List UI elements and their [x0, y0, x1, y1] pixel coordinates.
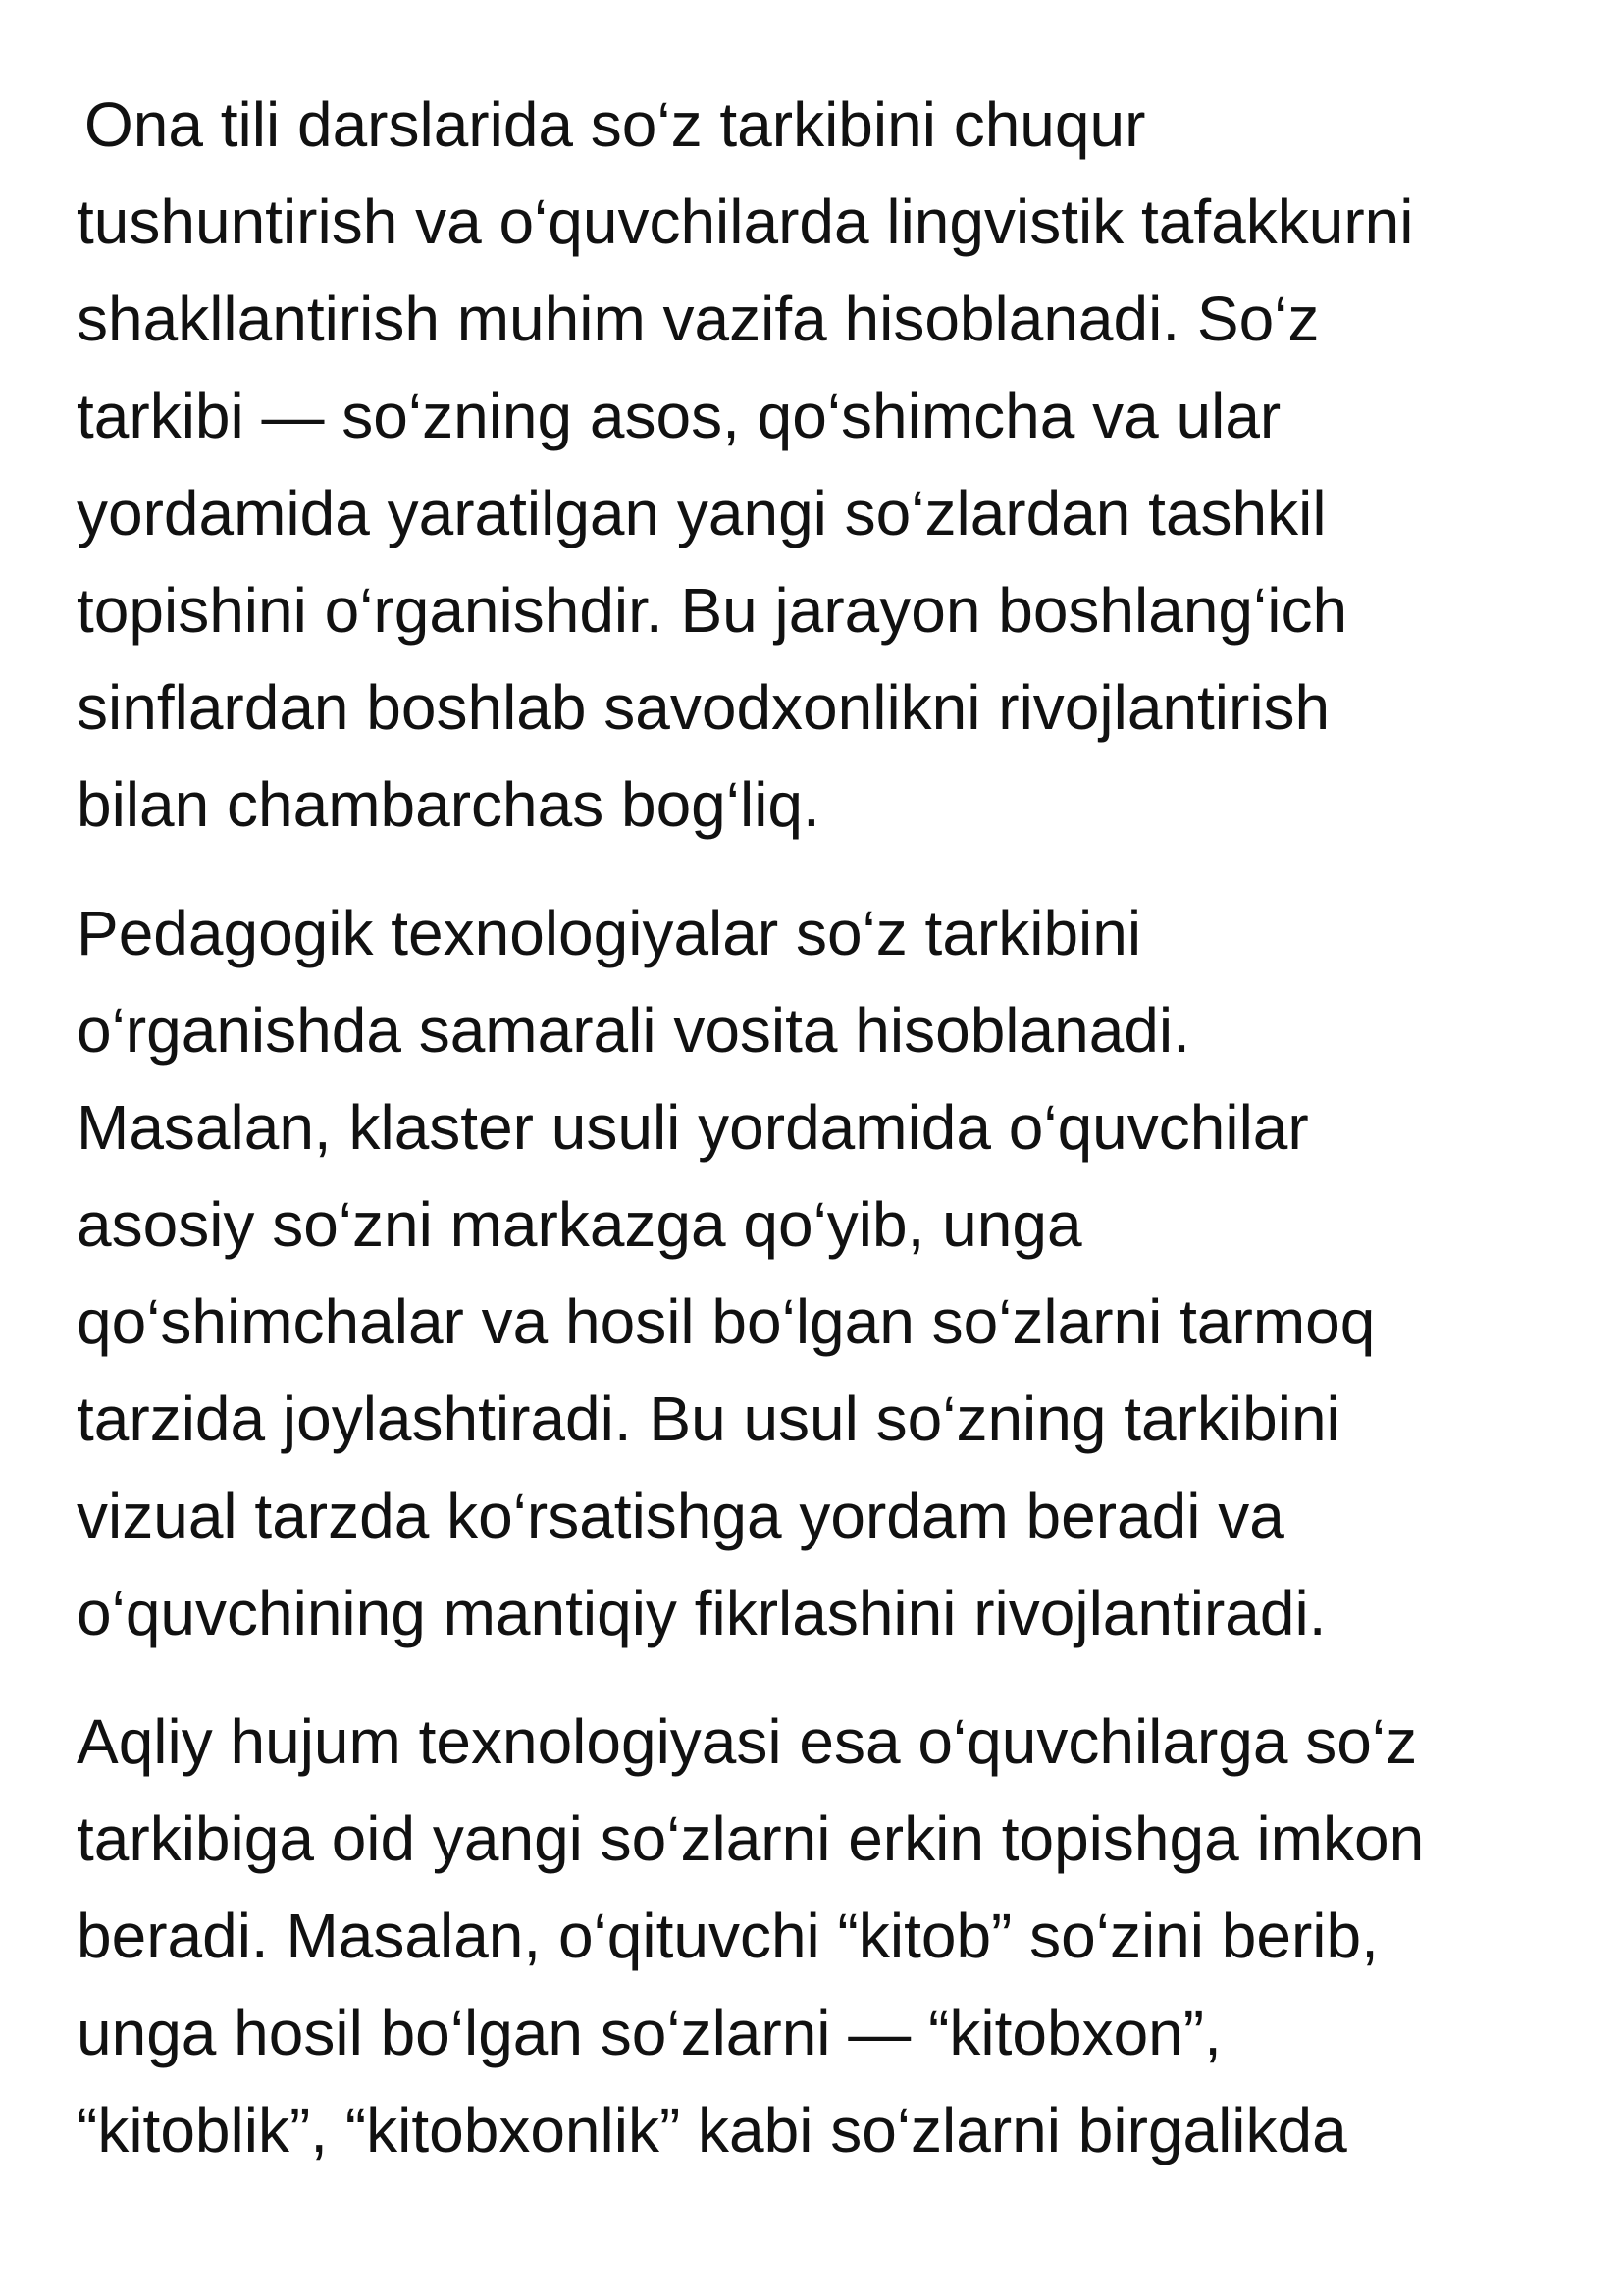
text-line: tarzida joylashtiradi. Bu usul so‘zning tarkibini [77, 1383, 1340, 1454]
text-line: topishini o‘rganishdir. Bu jarayon boshlang‘ich [77, 575, 1348, 646]
text-line: tarkibi — so‘zning asos, qo‘shimcha va ular [77, 381, 1282, 451]
text-line: Pedagogik texnologiyalar so‘z tarkibini [77, 898, 1142, 968]
text-line: unga hosil bo‘lgan so‘zlarni — “kitobxon”, [77, 1998, 1222, 2068]
text-line: qo‘shimchalar va hosil bo‘lgan so‘zlarni tarmoq [77, 1286, 1376, 1357]
text-line: “kitoblik”, “kitobxonlik” kabi so‘zlarni birgalikda [77, 2095, 1347, 2165]
text-line: Masalan, klaster usuli yordamida o‘quvchilar [77, 1092, 1309, 1163]
paragraph-1 [77, 77, 1565, 854]
text-line: tushuntirish va o‘quvchilarda lingvistik tafakkurni [77, 186, 1414, 257]
text-line: shakllantirish muhim vazifa hisoblanadi. So‘z [77, 284, 1320, 354]
text-line: Ona tili darslarida so‘z tarkibini chuqur [84, 89, 1146, 160]
text-line: bilan chambarchas bog‘liq. [77, 769, 820, 840]
text-line: yordamida yaratilgan yangi so‘zlardan tashkil [77, 478, 1327, 548]
text-line: Aqliy hujum texnologiyasi esa o‘quvchilarga so‘z [77, 1706, 1418, 1777]
text-line: asosiy so‘zni markazga qo‘yib, unga [77, 1189, 1082, 1260]
text-line: vizual tarzda ko‘rsatishga yordam beradi va [77, 1481, 1284, 1551]
text-line: o‘quvchining mantiqiy fikrlashini rivojlantiradi. [77, 1578, 1327, 1648]
paragraph-3 [77, 1694, 1565, 2179]
text-line: sinflardan boshlab savodxonlikni rivojlantirish [77, 672, 1331, 743]
paragraph-2 [77, 885, 1565, 1662]
text-line: o‘rganishda samarali vosita hisoblanadi. [77, 995, 1190, 1066]
text-line: beradi. Masalan, o‘qituvchi “kitob” so‘zini berib, [77, 1901, 1379, 1971]
text-line: tarkibiga oid yangi so‘zlarni erkin topishga imkon [77, 1803, 1425, 1874]
